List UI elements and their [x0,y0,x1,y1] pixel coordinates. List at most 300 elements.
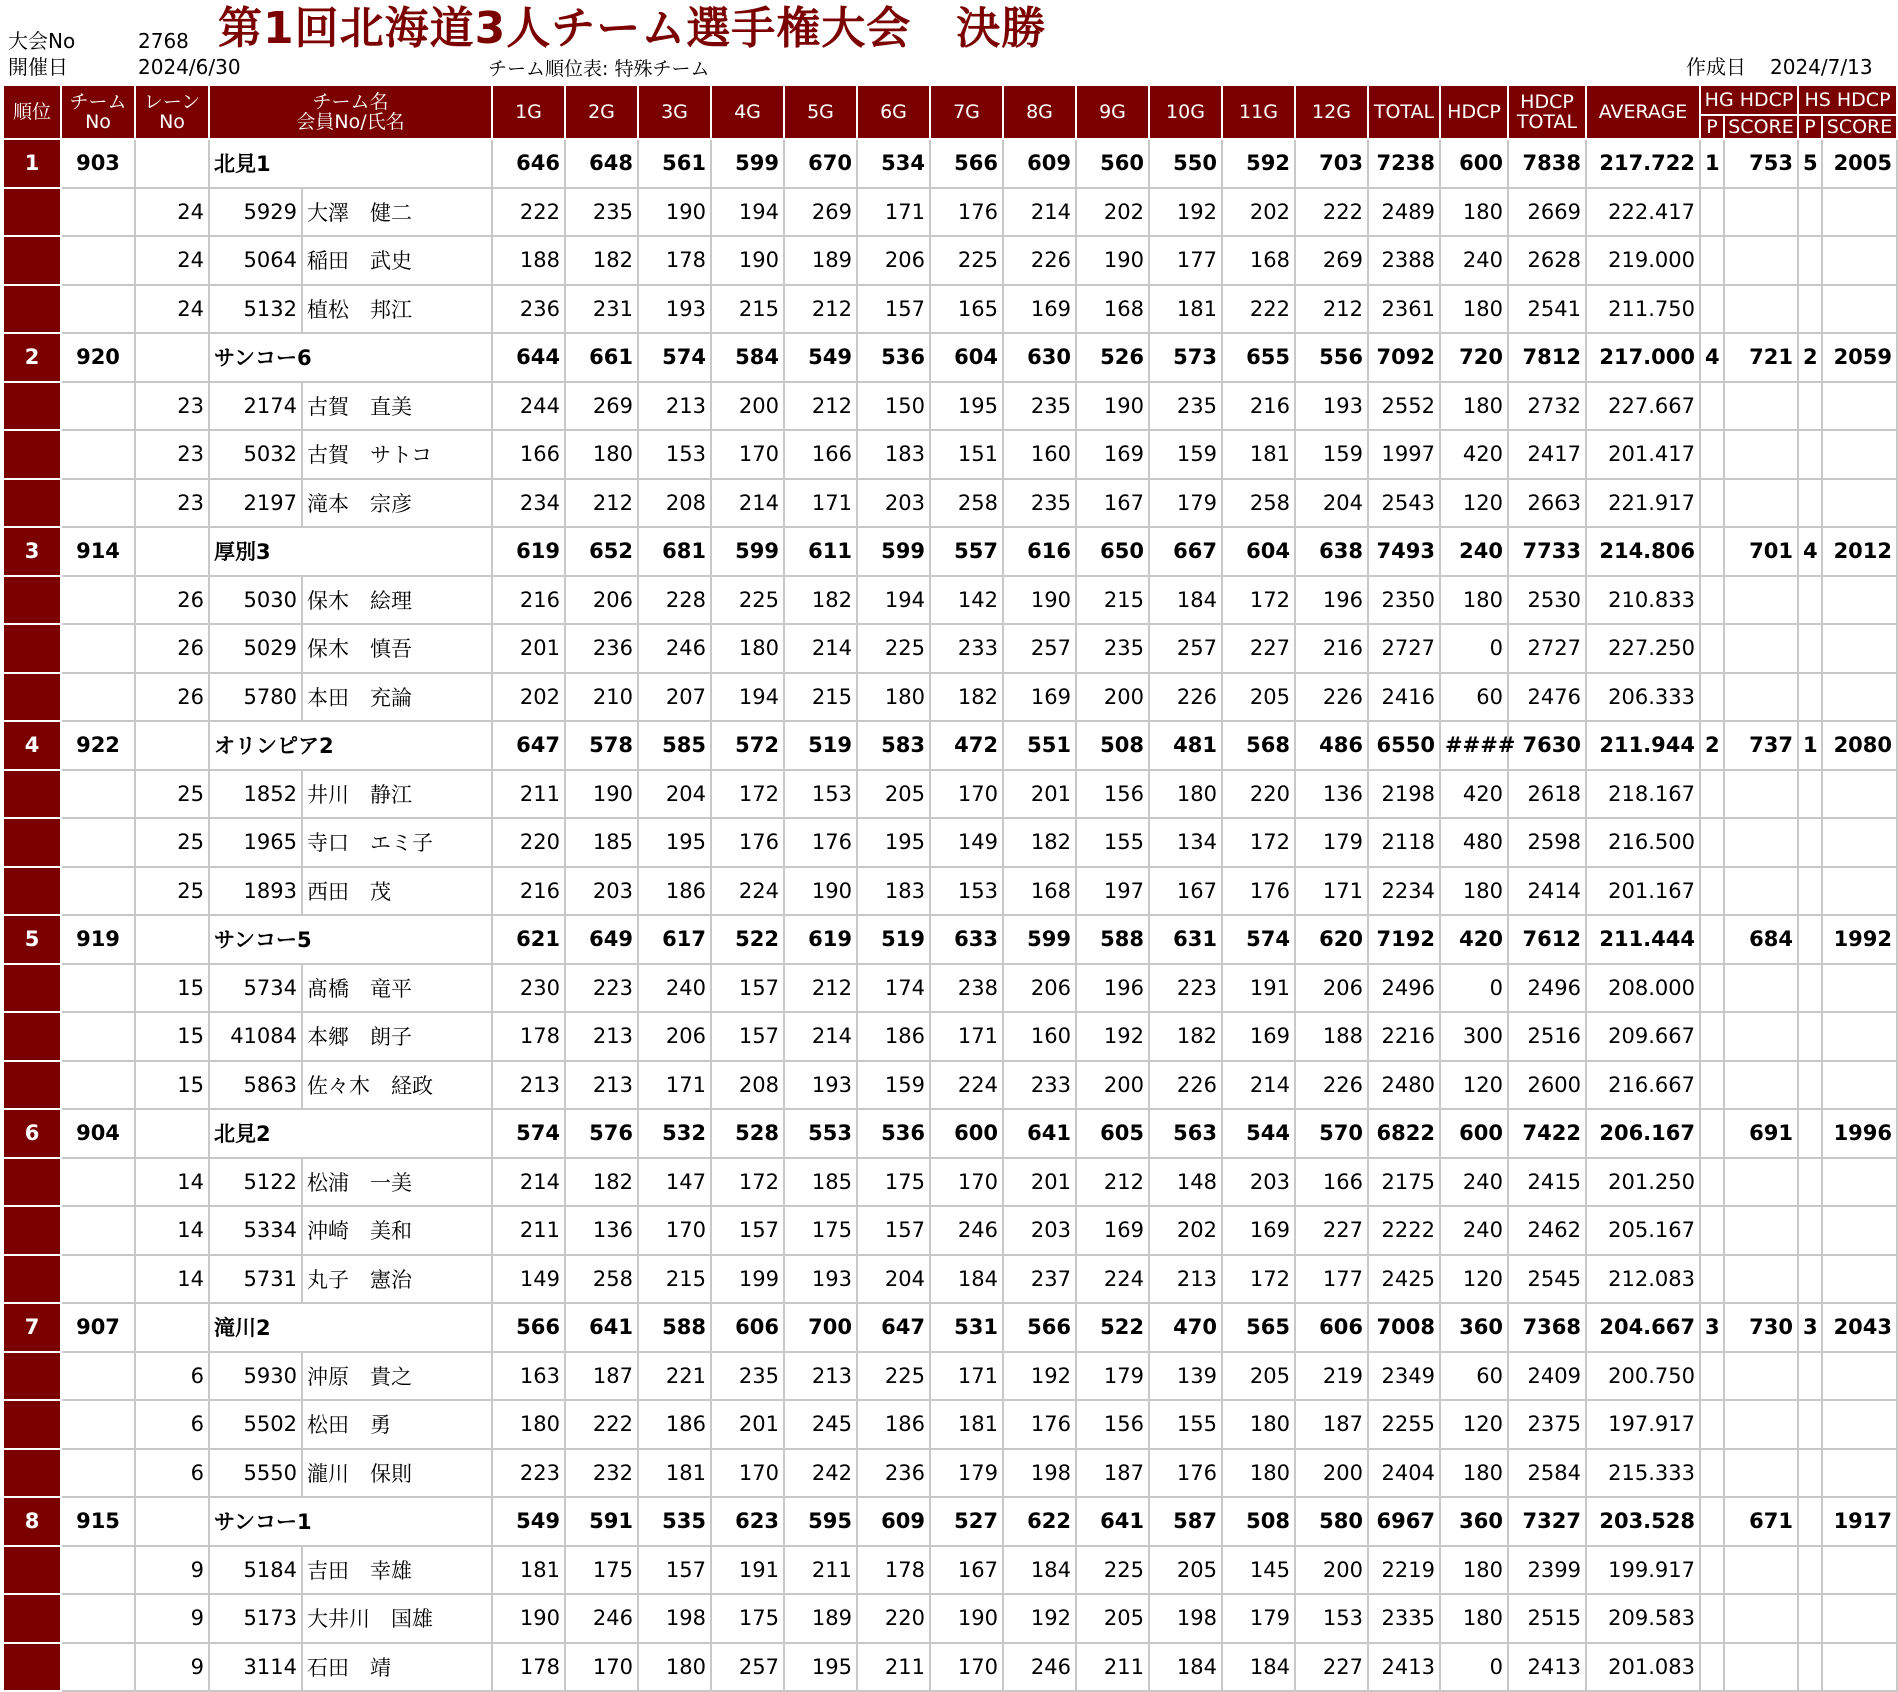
game-score-cell: 178 [492,1643,565,1692]
game-score-cell: 641 [1003,1109,1076,1158]
player-row [3,1643,1897,1692]
col-hdcp-total: HDCP TOTAL [1508,85,1586,139]
hdcp-cell: 60 [1440,673,1508,722]
player-name-cell: 稲田 武史 [302,236,492,285]
game-score-cell: 585 [638,721,711,770]
member-no-cell: 5184 [209,1546,302,1595]
game-score-cell: 147 [638,1158,711,1207]
game-score-cell: 204 [857,1255,930,1304]
game-score-cell: 202 [1222,188,1295,237]
total-cell: 2234 [1368,867,1440,916]
game-score-cell: 213 [492,1061,565,1110]
game-score-cell: 184 [1149,1643,1222,1692]
date-label: 開催日 [8,55,68,79]
game-score-cell: 205 [1222,673,1295,722]
member-no-cell: 5734 [209,964,302,1013]
team-row [3,333,1897,382]
hg-score-cell: 684 [1724,915,1798,964]
game-score-cell: 201 [1003,1158,1076,1207]
rank-cell [3,382,61,431]
hdcp-total-cell: 2584 [1508,1449,1586,1498]
team-row [3,915,1897,964]
hs-p-cell [1798,1206,1822,1255]
game-score-cell: 472 [930,721,1003,770]
game-score-cell: 655 [1222,333,1295,382]
player-name-cell: 大井川 国雄 [302,1594,492,1643]
game-score-cell: 551 [1003,721,1076,770]
hs-p-cell [1798,430,1822,479]
game-score-cell: 211 [784,1546,857,1595]
table-body [3,139,1897,1691]
team-no-cell: 915 [61,1497,135,1546]
game-score-cell: 205 [1222,1352,1295,1401]
game-score-cell: 178 [857,1546,930,1595]
game-score-cell: 166 [784,430,857,479]
hdcp-cell: 600 [1440,139,1508,188]
game-score-cell: 181 [930,1400,1003,1449]
player-name-cell: 佐々木 経政 [302,1061,492,1110]
hdcp-total-cell: 7630 [1508,721,1586,770]
col-hg-score: SCORE [1724,115,1798,139]
lane-cell: 15 [135,1061,209,1110]
game-score-cell: 258 [930,479,1003,528]
col-game: 5G [784,85,857,139]
game-score-cell: 183 [857,867,930,916]
col-game: 11G [1222,85,1295,139]
hdcp-cell: 180 [1440,1449,1508,1498]
rank-cell [3,1400,61,1449]
hs-score-cell [1822,188,1897,237]
total-cell: 6550 [1368,721,1440,770]
lane-cell [135,721,209,770]
col-game: 4G [711,85,784,139]
lane-cell: 25 [135,867,209,916]
total-cell: 2361 [1368,285,1440,334]
team-row [3,1497,1897,1546]
game-score-cell: 235 [1003,479,1076,528]
game-score-cell: 139 [1149,1352,1222,1401]
game-score-cell: 203 [1003,1206,1076,1255]
total-cell: 2198 [1368,770,1440,819]
rank-cell [3,1255,61,1304]
game-score-cell: 226 [1295,673,1368,722]
game-score-cell: 160 [1003,1012,1076,1061]
game-score-cell: 180 [638,1643,711,1692]
game-score-cell: 531 [930,1303,1003,1352]
total-cell: 1997 [1368,430,1440,479]
game-score-cell: 188 [1295,1012,1368,1061]
game-score-cell: 703 [1295,139,1368,188]
hdcp-total-cell: 2598 [1508,818,1586,867]
game-score-cell: 159 [1149,430,1222,479]
hdcp-total-cell: 2628 [1508,236,1586,285]
game-score-cell: 536 [857,1109,930,1158]
game-score-cell: 574 [1222,915,1295,964]
hs-p-cell: 1 [1798,721,1822,770]
game-score-cell: 202 [1149,1206,1222,1255]
game-score-cell: 190 [565,770,638,819]
player-row [3,818,1897,867]
game-score-cell: 136 [1295,770,1368,819]
game-score-cell: 170 [930,770,1003,819]
lane-cell: 9 [135,1643,209,1692]
hg-score-cell [1724,479,1798,528]
hs-p-cell [1798,1061,1822,1110]
game-score-cell: 183 [857,430,930,479]
lane-cell: 23 [135,430,209,479]
hs-p-cell: 3 [1798,1303,1822,1352]
hg-p-cell [1700,188,1724,237]
team-no-cell: 920 [61,333,135,382]
hg-score-cell [1724,430,1798,479]
total-cell: 2404 [1368,1449,1440,1498]
team-name-cell: サンコー1 [209,1497,492,1546]
game-score-cell: 238 [930,964,1003,1013]
game-score-cell: 214 [784,624,857,673]
hdcp-cell: 120 [1440,479,1508,528]
game-score-cell: 156 [1076,1400,1149,1449]
game-score-cell: 172 [1222,1255,1295,1304]
rank-cell [3,867,61,916]
hg-p-cell [1700,818,1724,867]
total-cell: 7238 [1368,139,1440,188]
team-name-cell: サンコー5 [209,915,492,964]
hg-p-cell [1700,1449,1724,1498]
game-score-cell: 574 [638,333,711,382]
hg-p-cell [1700,1546,1724,1595]
hg-score-cell [1724,1012,1798,1061]
player-name-cell: 本田 充論 [302,673,492,722]
game-score-cell: 201 [1003,770,1076,819]
hdcp-cell: 180 [1440,576,1508,625]
rank-cell [3,964,61,1013]
game-score-cell: 190 [930,1594,1003,1643]
game-score-cell: 215 [784,673,857,722]
game-score-cell: 211 [492,770,565,819]
game-score-cell: 166 [1295,1158,1368,1207]
game-score-cell: 600 [930,1109,1003,1158]
hdcp-cell: 600 [1440,1109,1508,1158]
game-score-cell: 226 [1295,1061,1368,1110]
game-score-cell: 167 [1149,867,1222,916]
game-score-cell: 211 [1076,1643,1149,1692]
team-no-cell [61,1012,135,1061]
game-score-cell: 550 [1149,139,1222,188]
lane-cell [135,1497,209,1546]
average-cell: 201.167 [1586,867,1700,916]
game-score-cell: 153 [638,430,711,479]
hs-score-cell [1822,673,1897,722]
hg-score-cell [1724,1158,1798,1207]
hs-p-cell [1798,867,1822,916]
hs-p-cell [1798,1352,1822,1401]
game-score-cell: 134 [1149,818,1222,867]
lane-cell: 14 [135,1158,209,1207]
game-score-cell: 631 [1149,915,1222,964]
game-score-cell: 646 [492,139,565,188]
game-score-cell: 190 [711,236,784,285]
game-score-cell: 190 [1003,576,1076,625]
average-cell: 208.000 [1586,964,1700,1013]
team-no-cell: 919 [61,915,135,964]
team-row [3,1109,1897,1158]
game-score-cell: 647 [492,721,565,770]
hs-score-cell [1822,867,1897,916]
player-row [3,1158,1897,1207]
game-score-cell: 168 [1076,285,1149,334]
average-cell: 214.806 [1586,527,1700,576]
total-cell: 2425 [1368,1255,1440,1304]
game-score-cell: 166 [492,430,565,479]
hg-p-cell [1700,285,1724,334]
team-no-cell [61,770,135,819]
player-row [3,1594,1897,1643]
hdcp-total-cell: 2530 [1508,576,1586,625]
game-score-cell: 220 [1222,770,1295,819]
game-score-cell: 519 [857,915,930,964]
game-score-cell: 233 [1003,1061,1076,1110]
hs-p-cell [1798,576,1822,625]
hs-p-cell [1798,1594,1822,1643]
average-cell: 211.444 [1586,915,1700,964]
game-score-cell: 222 [492,188,565,237]
hg-score-cell: 691 [1724,1109,1798,1158]
rank-cell [3,285,61,334]
game-score-cell: 198 [1003,1449,1076,1498]
game-score-cell: 178 [638,236,711,285]
game-score-cell: 206 [1295,964,1368,1013]
hs-p-cell [1798,1643,1822,1692]
game-score-cell: 233 [930,624,1003,673]
hg-p-cell [1700,1109,1724,1158]
game-score-cell: 192 [1149,188,1222,237]
rank-cell [3,188,61,237]
game-score-cell: 235 [565,188,638,237]
game-score-cell: 526 [1076,333,1149,382]
hg-p-cell: 1 [1700,139,1724,188]
col-game: 9G [1076,85,1149,139]
hdcp-cell: 180 [1440,1546,1508,1595]
hs-p-cell [1798,964,1822,1013]
hdcp-cell: 240 [1440,1206,1508,1255]
game-score-cell: 212 [1295,285,1368,334]
game-score-cell: 536 [857,333,930,382]
game-score-cell: 700 [784,1303,857,1352]
hs-score-cell: 2043 [1822,1303,1897,1352]
game-score-cell: 228 [638,576,711,625]
player-name-cell: 古賀 直美 [302,382,492,431]
average-cell: 211.944 [1586,721,1700,770]
rank-cell: 6 [3,1109,61,1158]
hdcp-cell: 0 [1440,1643,1508,1692]
hdcp-cell: 180 [1440,285,1508,334]
col-lane-no: レーン No [135,85,209,139]
hdcp-total-cell: 2409 [1508,1352,1586,1401]
game-score-cell: 145 [1222,1546,1295,1595]
game-score-cell: 194 [711,673,784,722]
game-score-cell: 181 [492,1546,565,1595]
game-score-cell: 206 [857,236,930,285]
rank-cell [3,1594,61,1643]
col-hdcp: HDCP [1440,85,1508,139]
game-score-cell: 641 [1076,1497,1149,1546]
game-score-cell: 142 [930,576,1003,625]
game-score-cell: 216 [492,867,565,916]
hdcp-total-cell: 7327 [1508,1497,1586,1546]
col-rank: 順位 [3,85,61,139]
team-no-cell [61,1255,135,1304]
player-name-cell: 吉田 幸雄 [302,1546,492,1595]
hg-p-cell [1700,964,1724,1013]
player-name-cell: 保木 絵理 [302,576,492,625]
game-score-cell: 532 [638,1109,711,1158]
game-score-cell: 215 [638,1255,711,1304]
lane-cell [135,333,209,382]
game-score-cell: 213 [565,1012,638,1061]
game-score-cell: 194 [711,188,784,237]
game-score-cell: 153 [930,867,1003,916]
game-score-cell: 178 [492,1012,565,1061]
total-cell: 6967 [1368,1497,1440,1546]
total-cell: 2175 [1368,1158,1440,1207]
player-name-cell: 石田 靖 [302,1643,492,1692]
col-total: TOTAL [1368,85,1440,139]
game-score-cell: 176 [1003,1400,1076,1449]
hg-score-cell [1724,1206,1798,1255]
lane-cell: 9 [135,1594,209,1643]
rank-cell [3,818,61,867]
game-score-cell: 231 [565,285,638,334]
lane-cell: 26 [135,624,209,673]
hg-score-cell [1724,188,1798,237]
game-score-cell: 225 [857,624,930,673]
col-team-no: チーム No [61,85,135,139]
game-score-cell: 167 [930,1546,1003,1595]
hs-score-cell: 2059 [1822,333,1897,382]
hdcp-cell: 180 [1440,867,1508,916]
game-score-cell: 236 [492,285,565,334]
hdcp-cell: 120 [1440,1061,1508,1110]
hdcp-cell: 120 [1440,1400,1508,1449]
game-score-cell: 235 [1149,382,1222,431]
game-score-cell: 230 [492,964,565,1013]
game-score-cell: 198 [1149,1594,1222,1643]
game-score-cell: 174 [857,964,930,1013]
average-cell: 206.333 [1586,673,1700,722]
hdcp-total-cell: 7838 [1508,139,1586,188]
hs-score-cell: 2012 [1822,527,1897,576]
col-game: 3G [638,85,711,139]
player-name-cell: 大澤 健二 [302,188,492,237]
game-score-cell: 179 [1149,479,1222,528]
game-score-cell: 225 [1076,1546,1149,1595]
hs-p-cell [1798,382,1822,431]
player-name-cell: 松浦 一美 [302,1158,492,1207]
member-no-cell: 5550 [209,1449,302,1498]
lane-cell: 26 [135,673,209,722]
game-score-cell: 176 [930,188,1003,237]
player-row [3,770,1897,819]
member-no-cell: 3114 [209,1643,302,1692]
hs-score-cell [1822,624,1897,673]
game-score-cell: 186 [638,1400,711,1449]
game-score-cell: 611 [784,527,857,576]
player-row [3,1546,1897,1595]
game-score-cell: 199 [711,1255,784,1304]
hg-p-cell [1700,236,1724,285]
hdcp-cell: 420 [1440,770,1508,819]
game-score-cell: 186 [857,1012,930,1061]
hg-score-cell [1724,1255,1798,1304]
team-no-cell [61,479,135,528]
average-cell: 215.333 [1586,1449,1700,1498]
col-name [209,85,492,139]
total-cell: 6822 [1368,1109,1440,1158]
hg-p-cell [1700,915,1724,964]
hs-score-cell [1822,236,1897,285]
total-cell: 2335 [1368,1594,1440,1643]
game-score-cell: 522 [1076,1303,1149,1352]
hg-p-cell [1700,867,1724,916]
rank-cell: 7 [3,1303,61,1352]
lane-cell: 14 [135,1255,209,1304]
game-score-cell: 234 [492,479,565,528]
game-score-cell: 574 [492,1109,565,1158]
game-score-cell: 167 [1076,479,1149,528]
game-score-cell: 226 [1149,673,1222,722]
game-score-cell: 553 [784,1109,857,1158]
created-label: 作成日 [1686,55,1746,79]
average-cell: 227.250 [1586,624,1700,673]
game-score-cell: 220 [492,818,565,867]
rank-cell [3,1546,61,1595]
col-hs-score: SCORE [1822,115,1897,139]
game-score-cell: 200 [1295,1546,1368,1595]
average-cell: 197.917 [1586,1400,1700,1449]
lane-cell: 26 [135,576,209,625]
hg-p-cell [1700,1158,1724,1207]
game-score-cell: 170 [711,1449,784,1498]
game-score-cell: 196 [1076,964,1149,1013]
total-cell: 2480 [1368,1061,1440,1110]
hs-score-cell [1822,1643,1897,1692]
game-score-cell: 216 [492,576,565,625]
game-score-cell: 566 [930,139,1003,188]
player-name-cell: 植松 邦江 [302,285,492,334]
lane-cell: 15 [135,1012,209,1061]
hg-score-cell [1724,1546,1798,1595]
hdcp-total-cell: 7733 [1508,527,1586,576]
average-cell: 217.000 [1586,333,1700,382]
hdcp-total-cell: 2476 [1508,673,1586,722]
hs-p-cell [1798,915,1822,964]
team-name-cell: オリンピア2 [209,721,492,770]
game-score-cell: 192 [1076,1012,1149,1061]
game-score-cell: 179 [1295,818,1368,867]
col-game: 10G [1149,85,1222,139]
team-no-cell [61,188,135,237]
game-score-cell: 169 [1076,430,1149,479]
game-score-cell: 189 [784,236,857,285]
game-score-cell: 592 [1222,139,1295,188]
game-score-cell: 176 [711,818,784,867]
game-score-cell: 153 [784,770,857,819]
game-score-cell: 192 [1003,1352,1076,1401]
game-score-cell: 163 [492,1352,565,1401]
hg-p-cell [1700,576,1724,625]
game-score-cell: 223 [1149,964,1222,1013]
team-no-cell: 922 [61,721,135,770]
